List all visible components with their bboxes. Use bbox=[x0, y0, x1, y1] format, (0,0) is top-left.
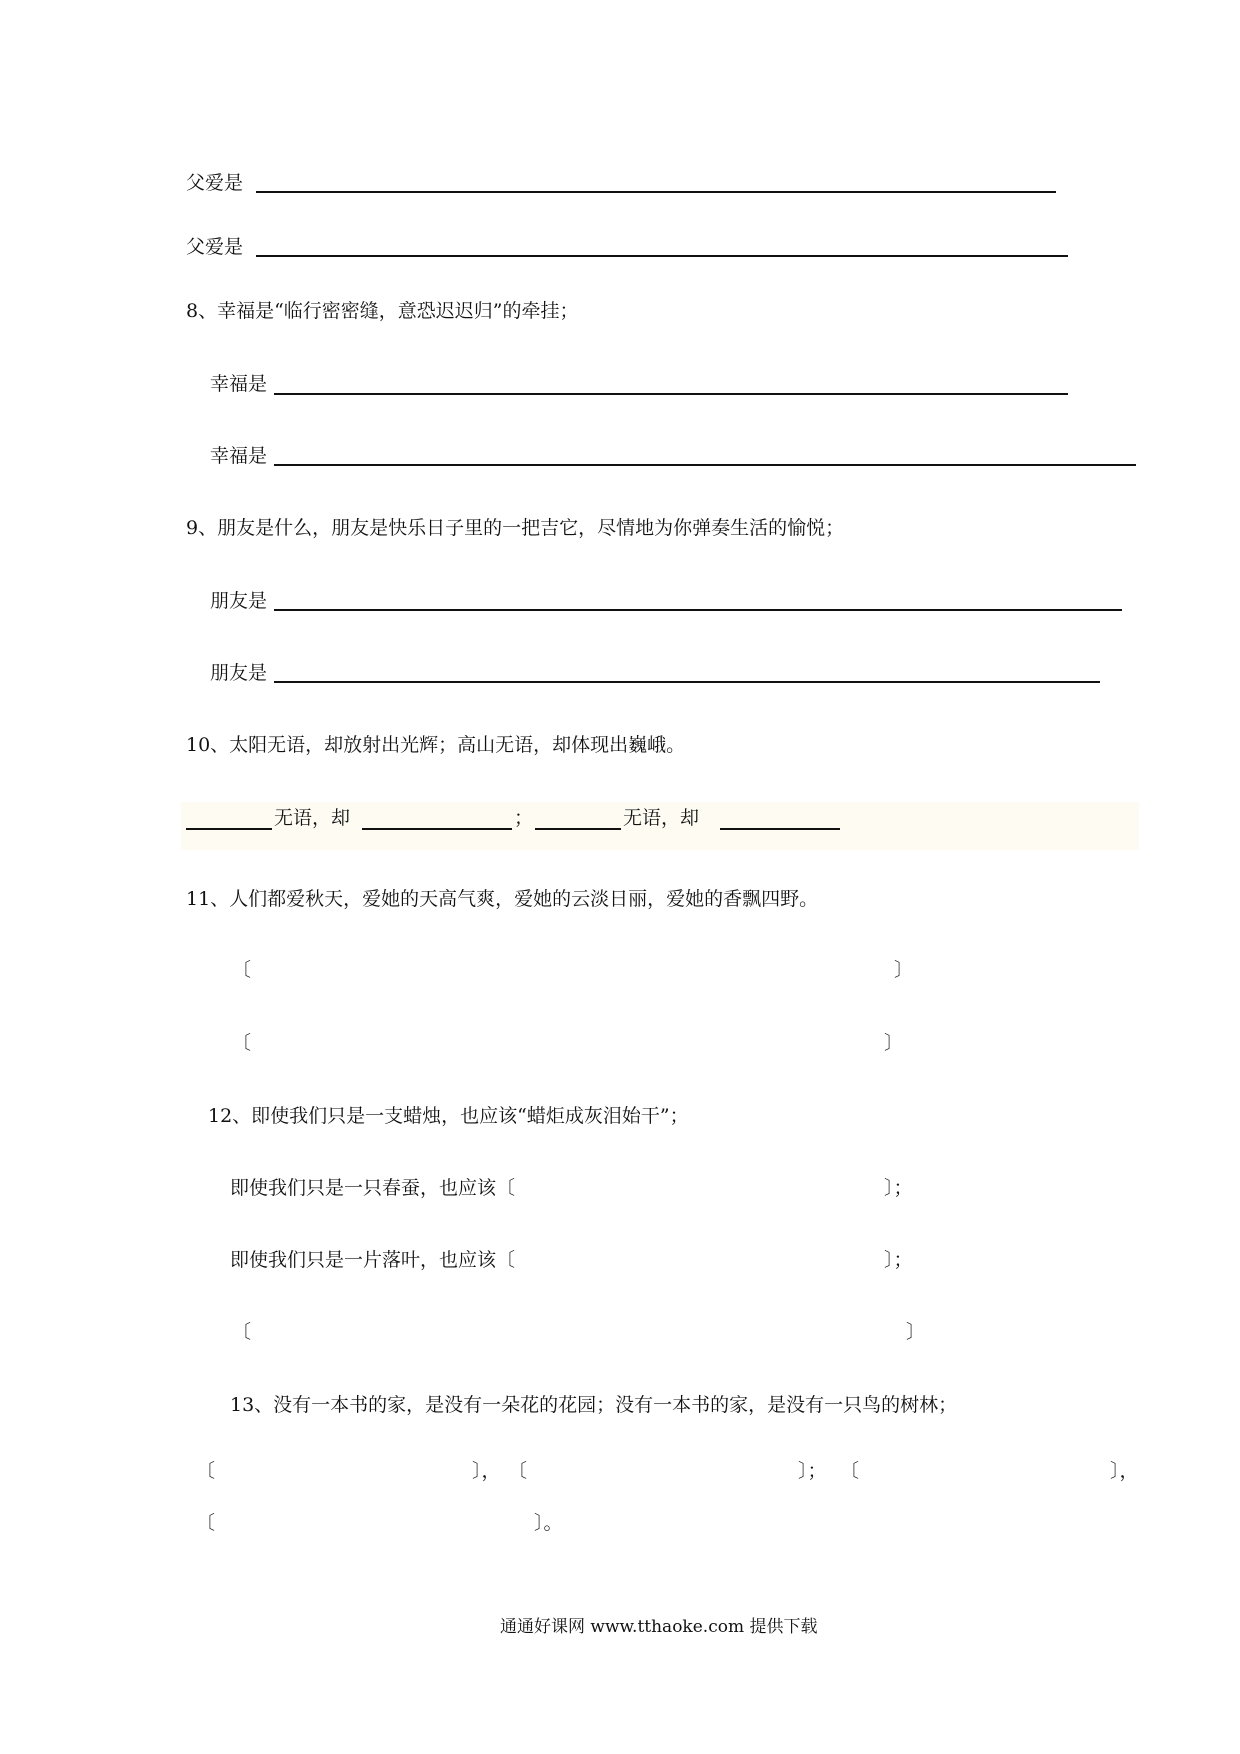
q10-blank-3[interactable] bbox=[535, 828, 621, 830]
q13-bracket-close-1: 〕， bbox=[472, 1460, 501, 1482]
question-8: 8、幸福是“临行密密缝，意恐迟迟归”的牵挂； bbox=[186, 300, 579, 322]
q13-bracket-close-4: 〕。 bbox=[534, 1512, 563, 1534]
q13-bracket-open-3: 〔 bbox=[840, 1460, 860, 1482]
question-13: 13、没有一本书的家，是没有一朵花的花园；没有一本书的家，是没有一只鸟的树林； bbox=[230, 1394, 958, 1416]
q13-bracket-open-1: 〔 bbox=[196, 1460, 216, 1482]
xingfu-answer-line-1[interactable] bbox=[274, 393, 1068, 395]
question-10: 10、太阳无语，却放射出光辉；高山无语，却体现出巍峨。 bbox=[186, 734, 686, 756]
xingfu-answer-line-2[interactable] bbox=[274, 464, 1136, 466]
pengyou-answer-line-2[interactable] bbox=[274, 681, 1100, 683]
page-footer: 通通好课网 www.tthaoke.com 提供下载 bbox=[500, 1617, 818, 1637]
fuai-label-1: 父爱是 bbox=[186, 172, 244, 194]
q13-bracket-open-2: 〔 bbox=[508, 1460, 528, 1482]
question-11: 11、人们都爱秋天，爱她的天高气爽，爱她的云淡日丽，爱她的香飘四野。 bbox=[186, 888, 819, 910]
q12-a-bracket-close: 〕； bbox=[884, 1177, 913, 1199]
q13-bracket-close-3: 〕， bbox=[1110, 1460, 1139, 1482]
pengyou-label-2: 朋友是 bbox=[210, 662, 268, 684]
q10-text-b: ； bbox=[514, 807, 534, 829]
q12-b-bracket-close: 〕； bbox=[884, 1249, 913, 1271]
q11-bracket-close-2: 〕 bbox=[884, 1032, 904, 1054]
q11-bracket-close-1: 〕 bbox=[894, 959, 914, 981]
q10-text-a: 无语，却 bbox=[274, 807, 351, 829]
xingfu-label-2: 幸福是 bbox=[210, 445, 268, 467]
q13-bracket-close-2: 〕； bbox=[798, 1460, 827, 1482]
xingfu-label-1: 幸福是 bbox=[210, 373, 268, 395]
pengyou-answer-line-1[interactable] bbox=[274, 609, 1122, 611]
q10-text-c: 无语，却 bbox=[623, 807, 700, 829]
pengyou-label-1: 朋友是 bbox=[210, 590, 268, 612]
q12-line-a: 即使我们只是一只春蚕，也应该〔 bbox=[230, 1177, 516, 1199]
q10-blank-1[interactable] bbox=[186, 828, 272, 830]
q11-bracket-open-1: 〔 bbox=[232, 959, 252, 981]
q10-blank-4[interactable] bbox=[720, 828, 840, 830]
q12-c-bracket-close: 〕 bbox=[906, 1321, 926, 1343]
q12-line-b: 即使我们只是一片落叶，也应该〔 bbox=[230, 1249, 516, 1271]
q13-bracket-open-4: 〔 bbox=[196, 1512, 216, 1534]
q12-c-bracket-open: 〔 bbox=[232, 1321, 252, 1343]
question-9: 9、朋友是什么，朋友是快乐日子里的一把吉它，尽情地为你弹奏生活的愉悦； bbox=[186, 517, 845, 539]
q10-blank-2[interactable] bbox=[362, 828, 512, 830]
q11-bracket-open-2: 〔 bbox=[232, 1032, 252, 1054]
fuai-answer-line-1[interactable] bbox=[256, 191, 1056, 193]
question-12: 12、即使我们只是一支蜡烛，也应该“蜡炬成灰泪始干”； bbox=[208, 1105, 689, 1127]
fuai-label-2: 父爱是 bbox=[186, 236, 244, 258]
fuai-answer-line-2[interactable] bbox=[256, 255, 1068, 257]
